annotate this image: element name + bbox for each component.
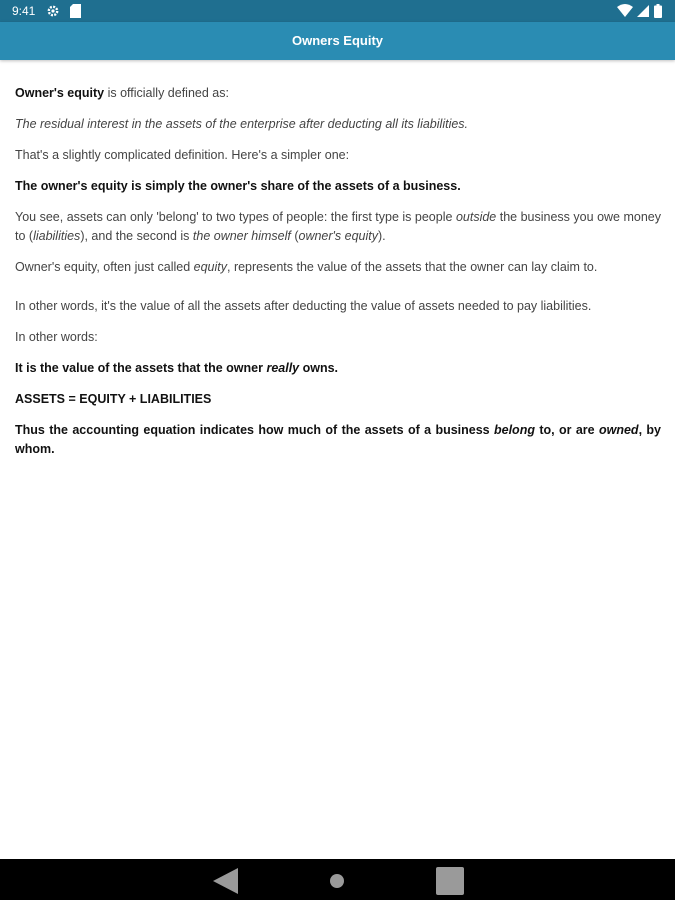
paragraph-equity-value: Owner's equity, often just called equity, represents the value of the assets that the owner can lay claim to. bbox=[15, 260, 598, 274]
paragraph-simple-definition: The owner's equity is simply the owner's share of the assets of a business. bbox=[15, 179, 461, 193]
settings-icon bbox=[46, 4, 60, 21]
sd-card-icon bbox=[70, 4, 81, 21]
paragraph-official-definition: The residual interest in the assets of the enterprise after deducting all its liabilities. bbox=[15, 117, 469, 131]
back-icon[interactable] bbox=[210, 867, 240, 900]
paragraph-simpler-intro: That's a slightly complicated definition. Here's a simpler one: bbox=[15, 148, 350, 162]
battery-icon bbox=[654, 4, 662, 21]
status-bar bbox=[0, 0, 675, 22]
paragraph-other-words: In other words: bbox=[15, 330, 98, 344]
navigation-bar bbox=[0, 859, 675, 900]
article-content bbox=[15, 84, 661, 471]
recents-icon[interactable] bbox=[436, 867, 464, 900]
wifi-icon bbox=[617, 4, 633, 21]
paragraph-other-words-detail: In other words, it's the value of all the assets after deducting the value of assets needed to pay liabilities. bbox=[15, 299, 592, 313]
paragraph-definition-intro: Owner's equity is officially defined as: bbox=[15, 86, 229, 100]
owners-equity-term: Owner's equity bbox=[15, 86, 105, 100]
page-title: Owners Equity bbox=[291, 33, 384, 48]
paragraph-really-owns: It is the value of the assets that the owner really owns. bbox=[15, 361, 339, 375]
status-time: 9:41 bbox=[12, 4, 36, 18]
home-icon[interactable] bbox=[329, 873, 345, 894]
app-bar bbox=[0, 22, 675, 60]
paragraph-asset-ownership: You see, assets can only 'belong' to two types of people: the first type is people outside the business you owe money to (liabilities), and the second is the owner himself (owner's equity). bbox=[15, 210, 661, 243]
paragraph-equation-meaning: Thus the accounting equation indicates how much of the assets of a business belong to, or are owned, by whom. bbox=[15, 423, 661, 456]
signal-icon bbox=[637, 4, 649, 21]
accounting-equation: ASSETS = EQUITY + LIABILITIES bbox=[15, 392, 212, 406]
